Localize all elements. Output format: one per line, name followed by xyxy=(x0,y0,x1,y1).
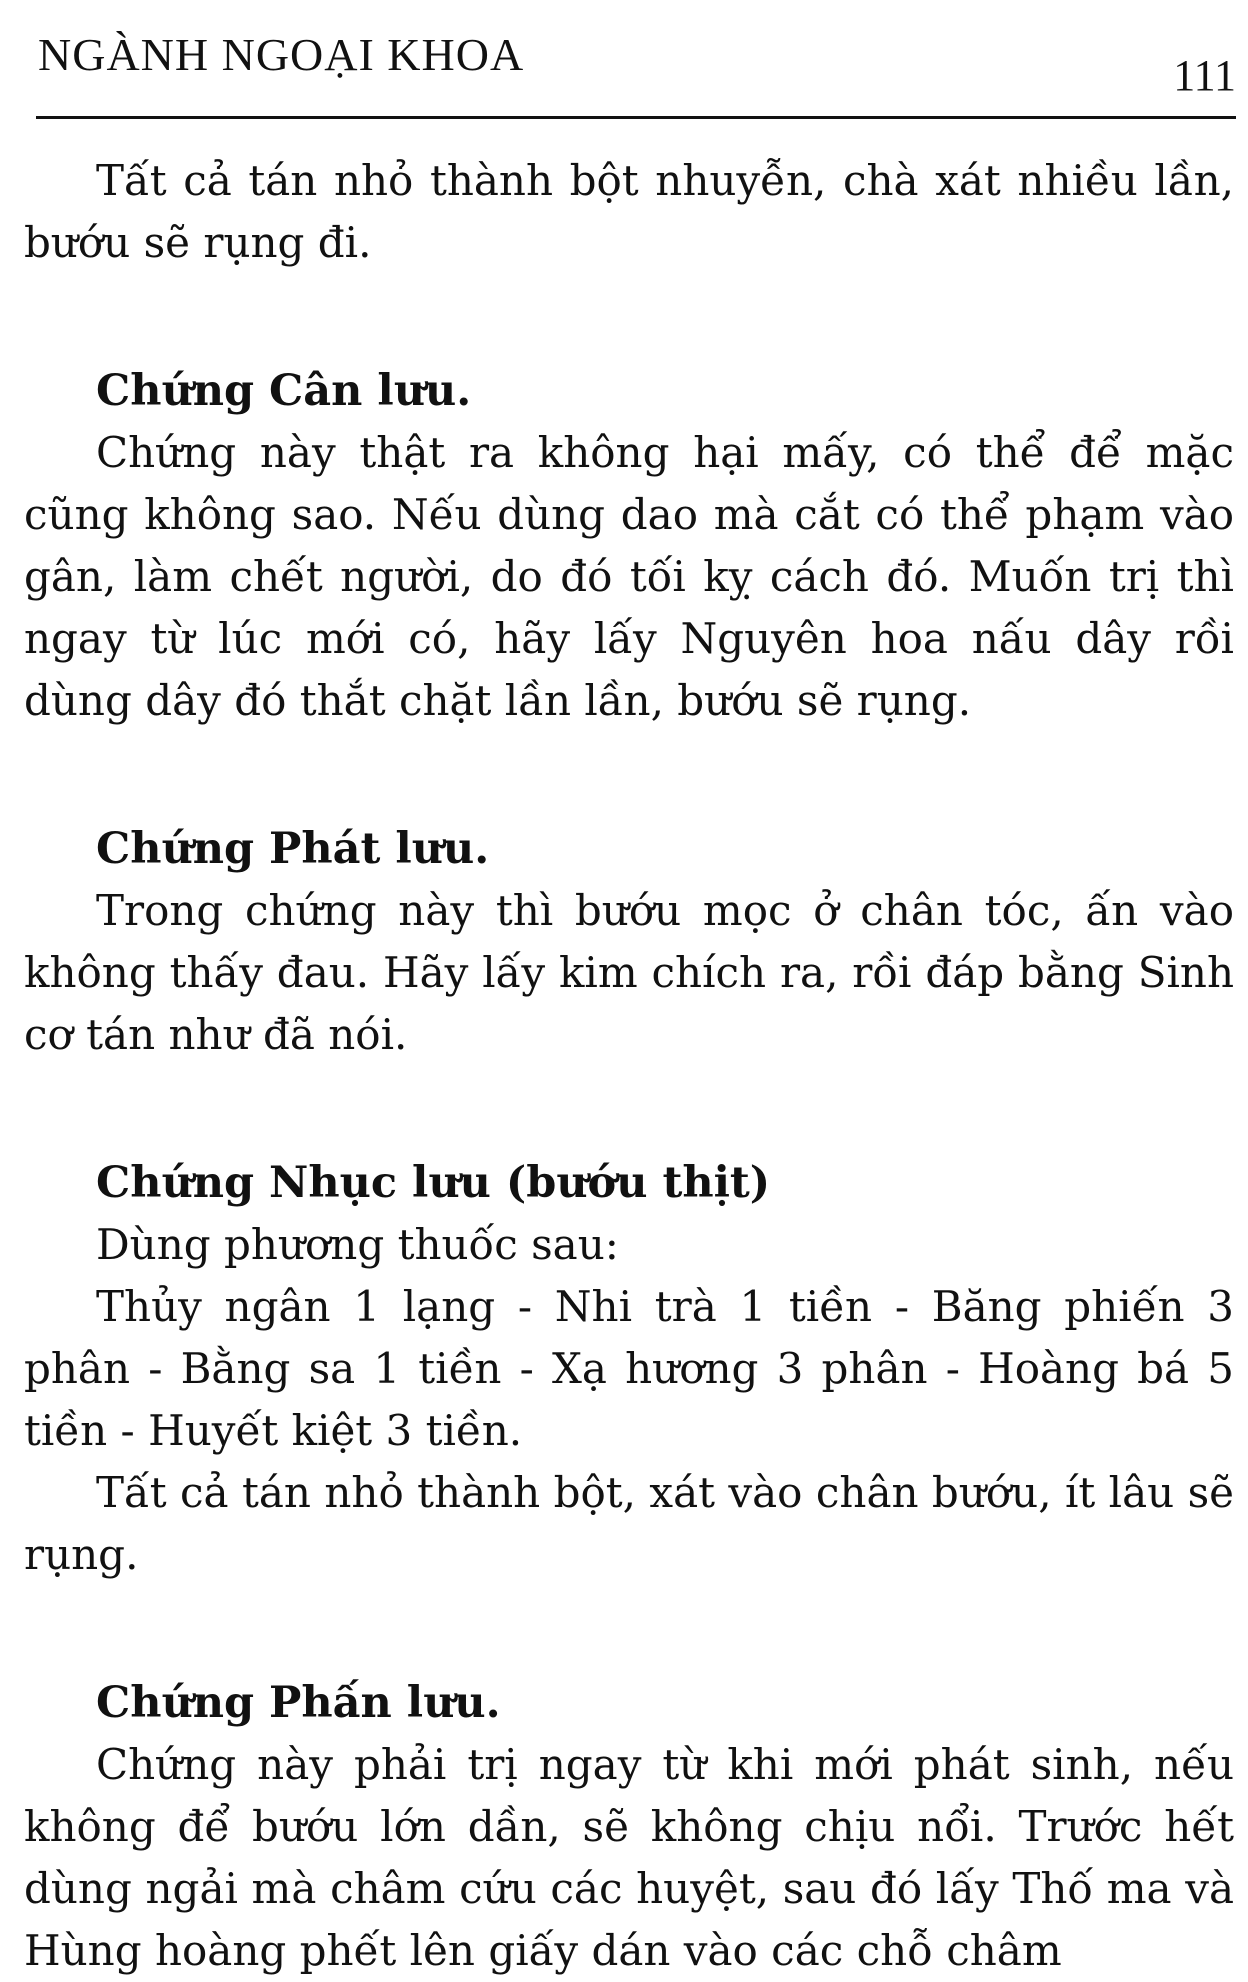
section-heading: Chứng Nhục lưu (bướu thịt) xyxy=(96,1158,771,1208)
header-rule xyxy=(36,116,1236,119)
section-paragraph: Tất cả tán nhỏ thành bột, xát vào chân bướu, ít lâu sẽ rụng. xyxy=(24,1468,1234,1579)
section-phan-luu xyxy=(24,1672,1234,1982)
running-head-title: NGÀNH NGOẠI KHOA xyxy=(38,29,525,80)
section-heading: Chứng Cân lưu. xyxy=(96,366,472,416)
section-paragraph: Trong chứng này thì bướu mọc ở chân tóc, ấn vào không thấy đau. Hãy lấy kim chích ra, rồi đáp bằng Sinh cơ tán như đã nói. xyxy=(24,886,1234,1059)
section-heading: Chứng Phát lưu. xyxy=(96,824,490,874)
page-number: 111 xyxy=(1173,51,1236,100)
section-heading: Chứng Phấn lưu. xyxy=(96,1678,501,1728)
section-paragraph: Chứng này phải trị ngay từ khi mới phát sinh, nếu không để bướu lớn dần, sẽ không chịu nổi. Trước hết dùng ngải mà châm cứu các huyệt, sau đó lấy Thố ma và Hùng hoàng phết lên giấy dán vào các chỗ châm xyxy=(24,1740,1234,1975)
page-body xyxy=(24,150,1234,1982)
section-phat-luu xyxy=(24,818,1234,1066)
section-can-luu xyxy=(24,360,1234,732)
section-paragraph: Chứng này thật ra không hại mấy, có thể để mặc cũng không sao. Nếu dùng dao mà cắt có thể phạm vào gân, làm chết người, do đó tối kỵ cách đó. Muốn trị thì ngay từ lúc mới có, hãy lấy Nguyên hoa nấu dây rồi dùng dây đó thắt chặt lần lần, bướu sẽ rụng. xyxy=(24,428,1234,725)
section-nhuc-luu xyxy=(24,1152,1234,1586)
intro-paragraph: Tất cả tán nhỏ thành bột nhuyễn, chà xát nhiều lần, bướu sẽ rụng đi. xyxy=(24,156,1234,267)
section-paragraph: Dùng phương thuốc sau: xyxy=(96,1220,619,1269)
section-paragraph: Thủy ngân 1 lạng - Nhi trà 1 tiền - Băng phiến 3 phân - Bằng sa 1 tiền - Xạ hương 3 phân - Hoàng bá 5 tiền - Huyết kiệt 3 tiền. xyxy=(24,1282,1234,1455)
